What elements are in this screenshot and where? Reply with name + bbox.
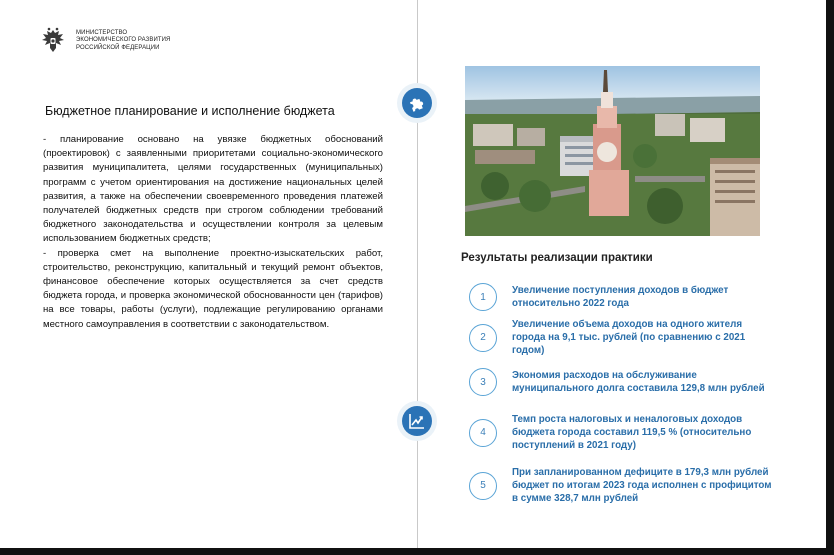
double-headed-eagle-icon xyxy=(38,26,68,56)
result-number: 1 xyxy=(469,283,497,311)
ministry-line: МИНИСТЕРСТВО xyxy=(76,29,128,36)
growth-chart-icon xyxy=(408,412,426,430)
ministry-line: РОССИЙСКОЙ ФЕДЕРАЦИИ xyxy=(76,44,160,51)
paragraph: - планирование основано на увязке бюджетных обоснований (проектировок) с заявленными приоритетами социально-экономического развития муниципалитета, целями государственных (муниципальных) программ с учетом ориентирования на достижение национальных целей развития, а также на обеспечении своевременного проведения платежей получателей бюджетных средств при строгом соблюдении требований бюджетного законодательства и осуществлении контроля за целевым использованием бюджетных средств; xyxy=(43,134,383,245)
result-item xyxy=(469,413,777,452)
ministry-name xyxy=(76,30,170,53)
results-title: Результаты реализации практики xyxy=(461,252,653,264)
result-item xyxy=(469,466,777,505)
result-text: Увеличение объема доходов на одного жителя города на 9,1 тыс. рублей (по сравнению с 2021 годом) xyxy=(512,319,746,356)
result-number: 5 xyxy=(469,472,497,500)
result-item xyxy=(469,283,777,311)
city-aerial-image xyxy=(465,66,760,236)
result-item xyxy=(469,318,777,357)
result-number: 3 xyxy=(469,368,497,396)
result-text: Темп роста налоговых и неналоговых доходов бюджета города составил 119,5 % (относительно поступлений в 2021 году) xyxy=(512,414,752,451)
ministry-logo xyxy=(38,26,170,56)
result-number: 4 xyxy=(469,419,497,447)
result-item xyxy=(469,368,777,396)
growth-node xyxy=(397,401,437,441)
frame-bottom-edge xyxy=(0,548,834,555)
puzzle-icon xyxy=(408,94,426,112)
puzzle-node xyxy=(397,83,437,123)
result-text: При запланированном дефиците в 179,3 млн рублей бюджет по итогам 2023 года исполнен с профицитом в сумме 328,7 млн рублей xyxy=(512,467,772,504)
result-number: 2 xyxy=(469,324,497,352)
city-photo xyxy=(465,66,760,236)
paragraph: - проверка смет на выполнение проектно-изыскательских работ, строительство, реконструкцию, капитальный и текущий ремонт объектов, финансовое обеспечение которых осуществляется за счет средств бюджета города, и проверка экономической обоснованности цен (тарифов) на все товары, работы (услуги), подлежащие регулированию органами местного самоуправления в соответствии с законодательством. xyxy=(43,247,383,330)
frame-right-edge xyxy=(826,0,834,555)
budget-description xyxy=(43,133,383,332)
result-text: Увеличение поступления доходов в бюджет относительно 2022 года xyxy=(512,285,729,309)
ministry-line: ЭКОНОМИЧЕСКОГО РАЗВИТИЯ xyxy=(76,37,171,44)
result-text: Экономия расходов на обслуживание муниципального долга составила 129,8 млн рублей xyxy=(512,370,765,394)
left-section-title: Бюджетное планирование и исполнение бюджета xyxy=(45,104,335,118)
